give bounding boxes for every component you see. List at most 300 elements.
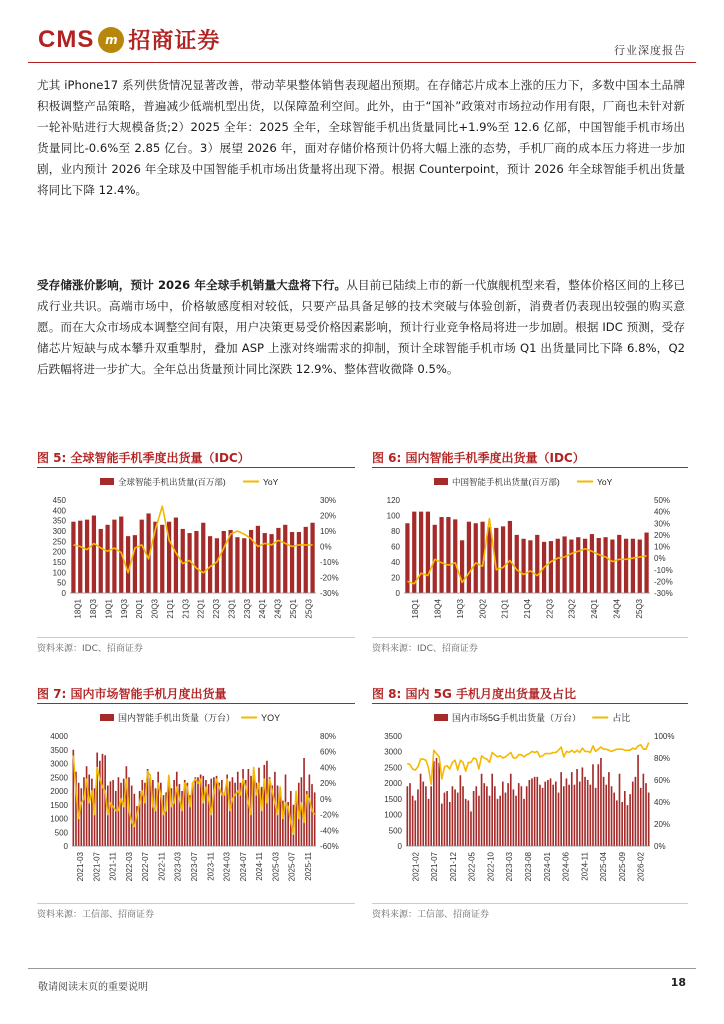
x-tick-label: 2021-03 (76, 852, 86, 882)
y-left-tick-label: 400 (52, 506, 66, 516)
bar (420, 774, 422, 846)
bar (467, 522, 471, 593)
bar (640, 788, 642, 846)
x-tick-label: 2022-10 (486, 852, 496, 882)
legend-bar-swatch (434, 478, 448, 485)
x-tick-label: 2023-03 (505, 852, 515, 882)
bar (290, 532, 294, 593)
x-tick-label: 2021-02 (411, 852, 421, 882)
bar (304, 527, 308, 593)
y-right-tick-label: 0% (654, 842, 666, 851)
bar (497, 799, 499, 846)
legend-bar-swatch (100, 714, 114, 721)
x-tick-label: 18Q1 (411, 599, 421, 619)
y-left-tick-label: 100 (386, 511, 400, 521)
bar (428, 799, 430, 846)
bar (303, 758, 305, 846)
fig7-svg (32, 706, 358, 902)
bar (449, 802, 451, 846)
bar (621, 802, 623, 846)
bar (140, 520, 144, 593)
bar (513, 789, 515, 846)
fig8-legend (434, 712, 630, 723)
bar (536, 777, 538, 846)
bar (235, 537, 239, 593)
legend-line-label: YoY (597, 477, 613, 487)
y-left-tick-label: 200 (52, 547, 66, 557)
y-right-tick-label: 10% (654, 542, 671, 552)
bar (441, 804, 443, 846)
bar (610, 540, 614, 593)
x-tick-label: 25Q3 (304, 599, 314, 619)
bar (438, 763, 440, 846)
bar (544, 782, 546, 846)
bar (465, 799, 467, 846)
bar (115, 791, 117, 846)
bar (590, 785, 592, 846)
bar (635, 777, 637, 846)
bar (126, 766, 128, 846)
bar (571, 772, 573, 846)
bar (131, 786, 133, 847)
fig7-legend (100, 712, 280, 723)
bar (102, 754, 104, 846)
bar (407, 786, 409, 846)
header-divider (28, 62, 696, 63)
bar (105, 525, 109, 593)
bar (617, 535, 621, 593)
bar (478, 796, 480, 846)
x-tick-label: 21Q4 (523, 599, 532, 619)
x-tick-label: 24Q3 (273, 599, 283, 619)
y-left-tick-label: 1000 (50, 814, 68, 824)
bar (419, 512, 423, 593)
y-right-tick-label: 30% (320, 496, 337, 505)
x-tick-label: 18Q3 (89, 599, 99, 619)
bar (515, 535, 519, 593)
legend-bar-label: 国内市场5G手机出货量（万台） (452, 713, 582, 723)
y-left-tick-label: 2000 (384, 779, 402, 789)
y-right-tick-label: 20% (320, 511, 337, 521)
bar (494, 786, 496, 846)
y-left-tick-label: 0 (397, 842, 402, 851)
y-right-tick-label: 100% (654, 732, 675, 741)
bar (627, 805, 629, 846)
page-header (28, 22, 696, 62)
x-tick-label: 21Q3 (181, 599, 191, 619)
bar (583, 539, 587, 593)
bar (597, 764, 599, 846)
y-left-tick-label: 80 (391, 527, 400, 536)
bar (491, 774, 493, 846)
bar (501, 526, 505, 593)
footer-divider (28, 968, 696, 969)
bar (80, 788, 82, 846)
bar (460, 775, 462, 846)
y-right-tick-label: -20% (654, 577, 673, 587)
y-left-tick-label: 450 (52, 496, 66, 505)
figure-8-title: 图 8: 国内 5G 手机月度出货量及占比 (372, 687, 577, 701)
y-left-tick-label: 4000 (50, 732, 68, 741)
bar (215, 538, 219, 593)
bar (566, 778, 568, 846)
x-tick-label: 2025-04 (599, 852, 609, 882)
bar (549, 541, 553, 593)
bar (133, 535, 137, 593)
bar (283, 525, 287, 593)
bar (258, 768, 260, 846)
fig5-svg (32, 470, 358, 635)
bar (256, 526, 260, 593)
x-tick-label: 19Q1 (104, 599, 114, 619)
bar (83, 777, 85, 846)
y-right-tick-label: -10% (320, 558, 339, 567)
bar (422, 782, 424, 846)
bar (534, 777, 536, 846)
y-left-tick-label: 300 (52, 527, 66, 536)
x-tick-label: 25Q1 (288, 599, 298, 619)
x-tick-label: 2024-03 (222, 852, 232, 882)
y-right-tick-label: 40% (320, 763, 337, 773)
bar (510, 774, 512, 846)
y-left-tick-label: 350 (52, 516, 66, 526)
bar (474, 523, 478, 593)
bar (110, 781, 112, 846)
bar (579, 782, 581, 846)
bar (462, 786, 464, 846)
bar (85, 520, 89, 593)
bar (603, 777, 605, 846)
bar (470, 811, 472, 846)
bar (595, 788, 597, 846)
x-tick-label: 2021-11 (108, 852, 118, 881)
figure-7-title: 图 7: 国内市场智能手机月度出货量 (37, 687, 227, 701)
x-tick-label: 22Q1 (196, 599, 206, 619)
logo-mark-icon: m (98, 27, 124, 53)
bar (433, 761, 435, 846)
x-tick-label: 2022-05 (467, 852, 477, 882)
bar (221, 780, 223, 846)
figure-6-chart (366, 470, 692, 635)
x-tick-label: 2022-11 (157, 852, 167, 881)
bar (597, 538, 601, 593)
bar (118, 777, 120, 846)
figure-7-source-rule (37, 903, 355, 904)
figure-5-chart (32, 470, 358, 635)
x-tick-label: 2022-03 (124, 852, 134, 882)
bar (430, 786, 432, 846)
y-left-tick-label: 3500 (384, 732, 402, 741)
bar (624, 539, 628, 593)
body-paragraph-2 (37, 275, 685, 380)
bar (587, 780, 589, 846)
bar (644, 533, 648, 593)
bar (436, 758, 438, 846)
x-tick-label: 2022-07 (141, 852, 151, 882)
figure-8-source: 资料来源：工信部、招商证券 (372, 910, 490, 920)
bar (152, 780, 154, 846)
y-left-tick-label: 3000 (50, 759, 68, 769)
bar (502, 782, 504, 846)
bar (457, 793, 459, 846)
x-tick-label: 19Q3 (455, 599, 465, 619)
bar (645, 783, 647, 846)
bar (576, 769, 578, 846)
y-right-tick-label: 80% (320, 732, 337, 741)
figure-5-source: 资料来源：IDC、招商证券 (37, 644, 143, 654)
bar (624, 791, 626, 846)
bar (452, 786, 454, 846)
x-tick-label: 25Q3 (634, 599, 644, 619)
y-left-tick-label: 1500 (50, 800, 68, 810)
bar (120, 783, 122, 846)
bar (112, 520, 116, 593)
bar (444, 793, 446, 846)
cms-logo (38, 24, 220, 55)
bar (216, 776, 218, 846)
bar (123, 779, 125, 846)
fig6-legend (434, 477, 613, 487)
paragraph-body-text: 从目前已陆续上市的新一代旗舰机型来看，整体价格区间的上移已成行业共识。高端市场中，价格敏感度相对较低，只要产品具备足够的技术突破与体验创新，消费者仍表现出较强的购买意愿。而在大众市场成本调整空间有限，用户决策更易受价格因素影响，预计行业竞争格局将进一步加剧。根据 IDC 预测，受存储芯片短缺与成本攀升双重掣肘，叠加 ASP 上涨对终端需求的抑制，预计全球智能手机市场 Q1 出货量同比下降 6.8%，Q2 后跌幅将进一步扩大。全年总出货量预计同比深跌 12.9%、整体营收微降 0.5%。 (37, 278, 685, 376)
bar (481, 774, 483, 846)
bar (86, 766, 88, 846)
bar (521, 539, 525, 593)
legend-bar-swatch (100, 478, 114, 485)
bar (134, 794, 136, 846)
figure-8-rule (372, 703, 688, 704)
bar (92, 516, 96, 594)
x-tick-label: 2024-11 (255, 852, 265, 881)
bar (590, 534, 594, 593)
bar (550, 778, 552, 846)
y-left-tick-label: 40 (391, 558, 400, 567)
bar (310, 523, 314, 593)
bar (222, 531, 226, 593)
y-left-tick-label: 150 (52, 558, 66, 567)
bar (228, 530, 232, 593)
bar (637, 755, 639, 846)
bar (460, 540, 464, 593)
bar (439, 517, 443, 593)
bar (218, 783, 220, 846)
bar (473, 791, 475, 846)
x-tick-label: 2021-07 (92, 852, 102, 882)
y-right-tick-label: 20% (320, 779, 337, 789)
x-tick-label: 23Q2 (567, 599, 577, 619)
bar (631, 539, 635, 593)
y-right-tick-label: 80% (654, 754, 671, 763)
bar (531, 778, 533, 846)
y-left-tick-label: 0 (63, 842, 68, 851)
bar (535, 535, 539, 593)
series-line (73, 756, 314, 835)
bar (276, 528, 280, 593)
bar (409, 783, 411, 846)
figure-5-source-rule (37, 637, 355, 638)
x-tick-label: 22Q3 (212, 599, 222, 619)
figure-8-source-rule (372, 903, 688, 904)
logo-latin-text: CMS (38, 25, 95, 53)
series-line (407, 743, 648, 785)
y-left-tick-label: 2500 (50, 773, 68, 783)
bar (197, 777, 199, 846)
y-right-tick-label: -30% (654, 589, 673, 598)
bar (91, 779, 93, 846)
x-tick-label: 2023-07 (190, 852, 199, 882)
bar (468, 800, 470, 846)
bar (600, 758, 602, 846)
fig8-svg (366, 706, 692, 902)
x-tick-label: 22Q3 (545, 599, 555, 619)
x-tick-label: 23Q1 (227, 599, 237, 619)
bar (487, 527, 491, 593)
figure-6-title: 图 6: 国内智能手机季度出货量（IDC） (372, 451, 585, 465)
y-right-tick-label: -20% (320, 573, 339, 583)
x-tick-label: 2025-07 (287, 852, 297, 882)
y-left-tick-label: 1000 (384, 810, 402, 820)
bar (112, 780, 114, 846)
x-tick-label: 24Q1 (590, 599, 600, 619)
legend-bar-label: 中国智能手机出货量(百万部) (452, 477, 560, 487)
bar (563, 786, 565, 846)
bar (528, 540, 532, 593)
bar (173, 780, 175, 846)
x-tick-label: 2021-07 (430, 852, 440, 882)
bar (521, 786, 523, 846)
bar (107, 786, 109, 847)
bar (486, 786, 488, 846)
y-left-tick-label: 20 (391, 573, 400, 583)
bar (453, 519, 457, 593)
disclaimer-note: 敬请阅读末页的重要说明 (38, 982, 148, 993)
x-tick-label: 2021-12 (448, 852, 458, 882)
x-tick-label: 21Q1 (500, 599, 510, 619)
bar (643, 774, 645, 846)
y-left-tick-label: 500 (54, 828, 68, 838)
figure-7-chart (32, 706, 358, 902)
y-right-tick-label: -40% (320, 826, 339, 836)
bar (88, 775, 90, 847)
fig5-bars (71, 513, 314, 593)
bar (582, 767, 584, 846)
bar (576, 537, 580, 593)
bar (611, 786, 613, 846)
x-tick-label: 20Q1 (135, 599, 145, 619)
x-tick-label: 2024-01 (542, 852, 552, 882)
bar (237, 772, 239, 846)
y-right-tick-label: 0% (320, 542, 332, 552)
bar (311, 784, 313, 846)
y-right-tick-label: 40% (654, 507, 671, 517)
legend-bar-swatch (434, 714, 448, 721)
figure-5-rule (37, 467, 355, 468)
body-paragraph-1: 尤其 iPhone17 系列供货情况显著改善，带动苹果整体销售表现超出预期。在存储芯片成本上涨的压力下，多数中国本土品牌积极调整产品策略，普遍减少低端机型出货，以保障盈利空间。此外，由于“国补”政策对市场拉动作用有限，厂商也未针对新一轮补贴进行大规模备货;2）2025 全年：2025 全年，全球智能手机出货量同比+1.9%至 12.6 亿部，中国智能手机市场出货量同比-0.6%至 2.85 亿台。3）展望 2026 年，面对存储价格预计仍将大幅上涨的态势，手机厂商的成本压力将进一步加剧，业内预计 2026 年全球及中国智能手机市场出货量将出现下滑。根据 Counterpoint，预计 2026 年全球智能手机出货量将同比下降 12.4%。 (37, 78, 685, 197)
y-left-tick-label: 2500 (384, 763, 402, 773)
bar (96, 753, 98, 847)
y-left-tick-label: 100 (52, 568, 66, 578)
x-tick-label: 20Q3 (150, 599, 160, 619)
bar (518, 783, 520, 846)
bar (194, 531, 198, 593)
bar (592, 764, 594, 846)
paragraph-lead-bold: 受存储涨价影响，预计 2026 年全球手机销量大盘将下行。 (37, 278, 347, 292)
legend-bar-label: 全球智能手机出货量(百万部) (118, 477, 226, 487)
x-tick-label: 2024-07 (238, 852, 248, 882)
bar (277, 786, 279, 847)
bar (483, 783, 485, 846)
x-tick-label: 19Q3 (119, 599, 129, 619)
y-right-tick-label: 0% (654, 554, 666, 564)
y-left-tick-label: 0 (395, 589, 400, 598)
bar (309, 775, 311, 847)
y-right-tick-label: -20% (320, 810, 339, 820)
bar (176, 772, 178, 846)
y-left-tick-label: 3500 (50, 745, 68, 755)
y-left-tick-label: 120 (386, 496, 400, 505)
bar (412, 796, 414, 846)
x-tick-label: 24Q4 (612, 599, 622, 619)
y-right-tick-label: -60% (320, 842, 339, 851)
y-left-tick-label: 3000 (384, 747, 402, 757)
bar (263, 765, 265, 846)
bar (523, 799, 525, 846)
y-left-tick-label: 2000 (50, 787, 68, 796)
bar (556, 539, 560, 593)
fig8-bars (407, 755, 650, 846)
bar (558, 793, 560, 846)
x-tick-label: 2025-03 (271, 852, 281, 882)
x-tick-label: 24Q1 (258, 599, 268, 619)
bar (202, 776, 204, 846)
y-right-tick-label: 60% (320, 747, 337, 757)
bar (529, 780, 531, 846)
bar (584, 777, 586, 846)
x-tick-label: 2023-03 (173, 852, 183, 882)
bar (555, 782, 557, 846)
bar (141, 780, 143, 846)
y-right-tick-label: 10% (320, 527, 337, 536)
y-left-tick-label: 50 (57, 578, 66, 588)
bar (475, 786, 477, 846)
x-tick-label: 23Q3 (242, 599, 252, 619)
bar (414, 800, 416, 846)
x-tick-label: 2025-09 (617, 852, 627, 882)
bar (263, 533, 267, 593)
bar (208, 536, 212, 593)
bar (489, 796, 491, 846)
bar (616, 800, 618, 846)
figure-6-source-rule (372, 637, 688, 638)
y-right-tick-label: 50% (654, 496, 671, 505)
x-tick-label: 20Q2 (478, 599, 488, 619)
bar (629, 794, 631, 846)
y-right-tick-label: -10% (654, 565, 673, 575)
bar (229, 781, 231, 846)
legend-line-label: YoY (263, 477, 279, 487)
x-tick-label: 2025-11 (303, 852, 313, 881)
figure-7-source: 资料来源：工信部、招商证券 (37, 910, 155, 920)
y-right-tick-label: -30% (320, 589, 339, 598)
bar (499, 796, 501, 846)
figure-6-rule (372, 467, 688, 468)
bar (547, 780, 549, 846)
page-number: 18 (670, 976, 686, 989)
bar (539, 785, 541, 846)
bar (632, 782, 634, 846)
bar (526, 786, 528, 846)
bar (446, 791, 448, 846)
y-left-tick-label: 1500 (384, 794, 402, 804)
